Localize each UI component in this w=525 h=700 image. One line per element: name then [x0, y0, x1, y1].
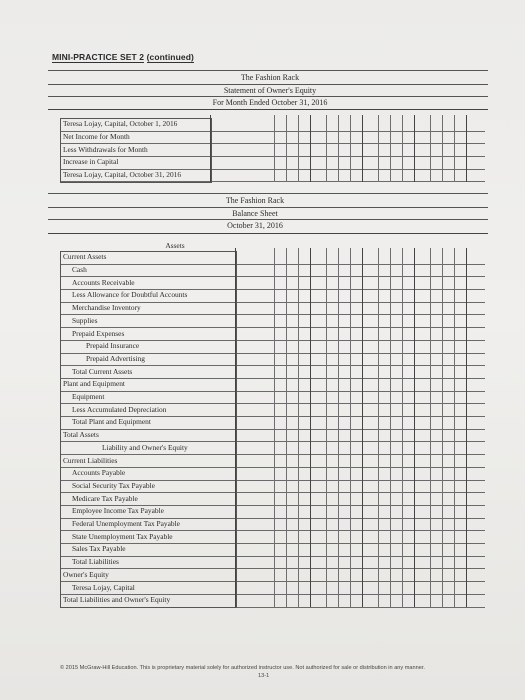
balance-sheet-row-label: Accounts Receivable	[72, 277, 135, 287]
amount-column-rule	[378, 115, 379, 182]
statement-row-label: Net Income for Month	[63, 132, 130, 142]
amount-column-rule	[414, 115, 415, 182]
heading-rule	[48, 96, 488, 97]
amount-column-rule	[326, 115, 327, 182]
amount-column-rule	[338, 248, 339, 607]
amount-column-rule	[274, 248, 275, 607]
label-column-box	[60, 118, 212, 183]
amount-column-rule	[442, 248, 443, 607]
heading-rule	[48, 70, 488, 71]
balance-sheet-row-label: Accounts Payable	[72, 468, 126, 478]
balance-sheet-row-label: Teresa Lojay, Capital	[72, 582, 135, 592]
copyright-notice: © 2015 McGraw-Hill Education. This is proprietary material solely for authorized instructor use. Not authorized for sale or distribution in any manner.	[60, 665, 425, 671]
amount-column-rule	[286, 248, 287, 607]
amount-column-rule	[350, 115, 351, 182]
balance-sheet-row-label: Total Assets	[63, 430, 99, 440]
balance-sheet-row-label: Total Plant and Equipment	[72, 417, 151, 427]
balance-sheet-row-label: Current Assets	[63, 252, 107, 262]
set-title-continued: (continued)	[146, 52, 194, 62]
balance-sheet-row-label: Equipment	[72, 392, 105, 402]
amount-column-rule	[338, 115, 339, 182]
balance-sheet-row-label: Total Liabilities and Owner's Equity	[63, 595, 171, 605]
balance-sheet-row-label: Medicare Tax Payable	[72, 493, 138, 503]
balance-sheet-row-label: Total Current Assets	[72, 366, 133, 376]
set-title	[52, 52, 194, 62]
amount-column-rule	[454, 115, 455, 182]
bs-company: The Fashion Rack	[225, 196, 285, 205]
amount-column-rule	[442, 115, 443, 182]
statement-row-label: Increase in Capital	[63, 157, 119, 167]
balance-sheet-row-label: Owner's Equity	[63, 569, 109, 579]
balance-sheet-row-label: Plant and Equipment	[63, 379, 125, 389]
balance-sheet-row-label: Prepaid Advertising	[86, 353, 145, 363]
balance-sheet-row-label: Liability and Owner's Equity	[102, 442, 188, 452]
page-number: 13-1	[258, 673, 270, 679]
amount-column-rule	[235, 248, 236, 607]
amount-column-rule	[378, 248, 379, 607]
balance-sheet-row-label: Less Accumulated Depreciation	[72, 404, 167, 414]
balance-sheet-row-label: State Unemployment Tax Payable	[72, 531, 173, 541]
amount-column-rule	[466, 115, 467, 182]
statement-period: For Month Ended October 31, 2016	[212, 98, 328, 107]
heading-rule	[48, 84, 488, 85]
balance-sheet-row-label: Total Liabilities	[72, 557, 119, 567]
balance-sheet-row-label: Federal Unemployment Tax Payable	[72, 519, 180, 529]
heading-rule	[48, 219, 488, 220]
amount-column-rule	[414, 248, 415, 607]
amount-column-rule	[350, 248, 351, 607]
heading-rule	[48, 193, 488, 194]
amount-column-rule	[310, 248, 311, 607]
amount-column-rule	[310, 115, 311, 182]
amount-column-rule	[274, 115, 275, 182]
owners-equity-form	[60, 118, 485, 178]
heading-rule	[48, 233, 488, 234]
balance-sheet-row-label: Social Security Tax Payable	[72, 480, 155, 490]
amount-column-rule	[402, 248, 403, 607]
balance-sheet-row-label: Sales Tax Payable	[72, 544, 126, 554]
balance-sheet-form	[60, 251, 485, 607]
heading-rule	[48, 207, 488, 208]
amount-column-rule	[298, 115, 299, 182]
amount-column-rule	[362, 248, 363, 607]
amount-column-rule	[390, 248, 391, 607]
statement-row-label: Teresa Lojay, Capital, October 1, 2016	[63, 119, 178, 129]
statement-row-label: Less Withdrawals for Month	[63, 144, 148, 154]
statement-company: The Fashion Rack	[240, 73, 300, 82]
set-title-main: MINI-PRACTICE SET 2	[52, 52, 145, 62]
amount-column-rule	[286, 115, 287, 182]
balance-sheet-row-label: Prepaid Expenses	[72, 328, 125, 338]
balance-sheet-row-label: Merchandise Inventory	[72, 303, 141, 313]
balance-sheet-row-label: Current Liabilities	[63, 455, 118, 465]
balance-sheet-row-label: Employee Income Tax Payable	[72, 506, 164, 516]
amount-column-rule	[430, 248, 431, 607]
amount-column-rule	[430, 115, 431, 182]
balance-sheet-row-label: Supplies	[72, 315, 98, 325]
amount-column-rule	[466, 248, 467, 607]
balance-sheet-row-label: Less Allowance for Doubtful Accounts	[72, 290, 188, 300]
label-column-box	[60, 251, 237, 608]
amount-column-rule	[454, 248, 455, 607]
amount-column-rule	[326, 248, 327, 607]
amount-column-rule	[390, 115, 391, 182]
bs-date: October 31, 2016	[227, 221, 283, 230]
statement-title: Statement of Owner's Equity	[223, 86, 317, 95]
statement-row-label: Teresa Lojay, Capital, October 31, 2016	[63, 170, 182, 180]
amount-column-rule	[402, 115, 403, 182]
amount-column-rule	[210, 115, 211, 182]
amount-column-rule	[298, 248, 299, 607]
assets-heading: Assets	[165, 241, 185, 250]
bs-title: Balance Sheet	[232, 209, 278, 218]
heading-rule	[48, 109, 488, 110]
amount-column-rule	[362, 115, 363, 182]
balance-sheet-row-label: Prepaid Insurance	[86, 341, 140, 351]
balance-sheet-row-label: Cash	[72, 265, 87, 275]
